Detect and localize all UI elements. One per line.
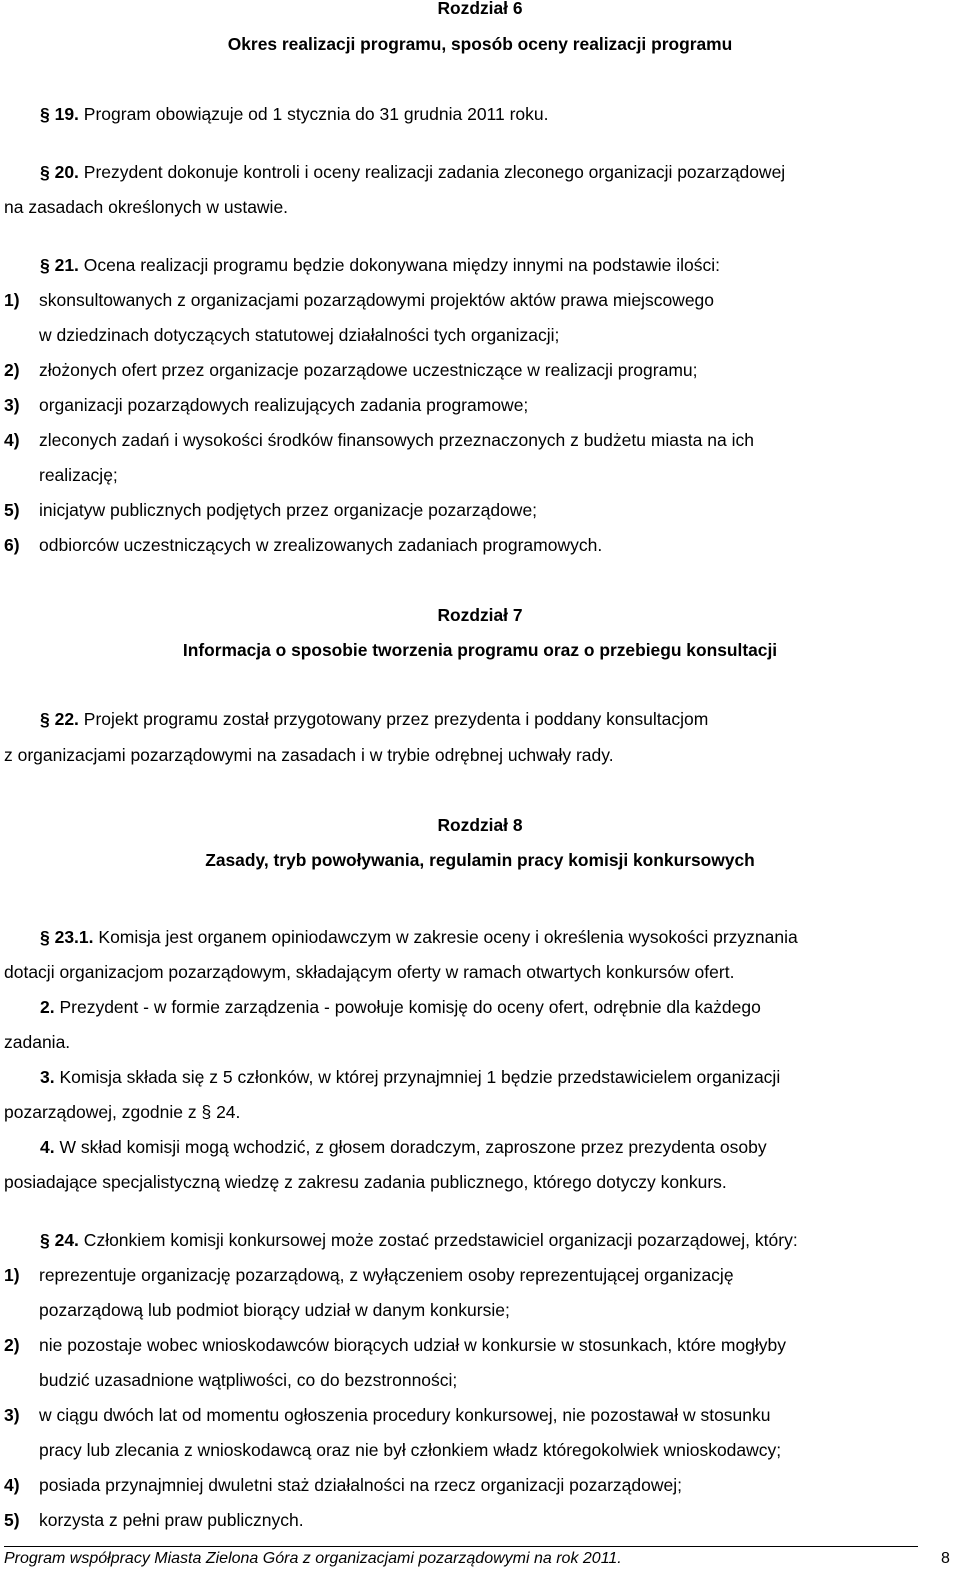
paragraph-23-2-line-1 [40,996,761,1018]
list-number: 3) [4,395,20,415]
footer-text: Program współpracy Miasta Zielona Góra z organizacjami pozarządowymi na rok 2011. [4,1550,622,1567]
list-item-line: posiada przynajmniej dwuletni staż działalności na rzecz organizacji pozarządowej; [39,1475,682,1495]
list-number: 1) [4,290,20,310]
paragraph-23-line-1 [40,926,798,948]
paragraph-23-4-line-2: posiadające specjalistyczną wiedzę z zakresu zadania publicznego, którego dotyczy konkurs. [4,1172,727,1192]
list-number: 2) [4,360,20,380]
list-item-line: złożonych ofert przez organizacje pozarządowe uczestniczące w realizacji programu; [39,360,698,380]
paragraph-text: Członkiem komisji konkursowej może zostać przedstawiciel organizacji pozarządowej, który: [78,1230,798,1250]
chapter-7-subtitle: Informacja o sposobie tworzenia programu oraz o przebiegu konsultacji [182,640,778,660]
paragraph-23-3-line-1 [40,1066,780,1088]
list-item-line: inicjatyw publicznych podjętych przez organizacje pozarządowe; [39,500,538,520]
section-number: § 24. [40,1230,79,1250]
list-item-line: budzić uzasadnione wątpliwości, co do bezstronności; [39,1370,458,1390]
list-item-line: reprezentuje organizację pozarządową, z wyłączeniem osoby reprezentującej organizację [39,1265,734,1285]
paragraph-text: Prezydent dokonuje kontroli i oceny realizacji zadania zleconego organizacji pozarządowej [78,162,786,182]
paragraph-text: Ocena realizacji programu będzie dokonywana między innymi na podstawie ilości: [78,255,720,275]
list-item-line: realizację; [39,465,118,485]
paragraph-23-2-line-2: zadania. [4,1032,71,1052]
list-number: 5) [4,1510,20,1530]
paragraph-20-line-1 [40,161,785,183]
paragraph-23-3-line-2: pozarządowej, zgodnie z § 24. [4,1102,241,1122]
paragraph-23-line-2: dotacji organizacjom pozarządowym, składającym oferty w ramach otwartych konkursów ofert. [4,962,735,982]
paragraph-19 [40,103,548,125]
paragraph-text: Prezydent - w formie zarządzenia - powołuje komisję do oceny ofert, odrębnie dla każdego [54,997,761,1017]
chapter-8-subtitle: Zasady, tryb powoływania, regulamin pracy komisji konkursowych [205,850,755,870]
paragraph-text: Komisja składa się z 5 członków, w której przynajmniej 1 będzie przedstawicielem organizacji [54,1067,781,1087]
list-number: 5) [4,500,20,520]
list-item-line: pracy lub zlecania z wnioskodawcą oraz nie był członkiem władz któregokolwiek wnioskodawcy; [39,1440,782,1460]
list-item-line: pozarządową lub podmiot biorący udział w danym konkursie; [39,1300,510,1320]
section-number: § 22. [40,709,79,729]
subsection-number: 2. [40,997,55,1017]
list-number: 4) [4,1475,20,1495]
chapter-6-subtitle: Okres realizacji programu, sposób oceny realizacji programu [227,34,733,54]
list-item-line: nie pozostaje wobec wnioskodawców biorących udział w konkursie w stosunkach, które mogłyby [39,1335,787,1355]
paragraph-20-line-2: na zasadach określonych w ustawie. [4,197,289,217]
list-item-line: skonsultowanych z organizacjami pozarządowymi projektów aktów prawa miejscowego [39,290,715,310]
paragraph-text: W skład komisji mogą wchodzić, z głosem doradczym, zaproszone przez prezydenta osoby [54,1137,767,1157]
list-number: 3) [4,1405,20,1425]
footer-divider [4,1546,918,1547]
chapter-6-title: Rozdział 6 [437,0,523,18]
list-item-line: w ciągu dwóch lat od momentu ogłoszenia procedury konkursowej, nie pozostawał w stosunku [39,1405,771,1425]
section-number: § 23.1. [40,927,94,947]
paragraph-text: Komisja jest organem opiniodawczym w zakresie oceny i określenia wysokości przyznania [93,927,798,947]
list-item-line: w dziedzinach dotyczących statutowej działalności tych organizacji; [39,325,560,345]
list-number: 1) [4,1265,20,1285]
list-item-line: organizacji pozarządowych realizujących zadania programowe; [39,395,529,415]
chapter-7-title: Rozdział 7 [437,605,523,625]
list-item-line: odbiorców uczestniczących w zrealizowanych zadaniach programowych. [39,535,603,555]
paragraph-22-line-2: z organizacjami pozarządowymi na zasadach i w trybie odrębnej uchwały rady. [4,745,614,765]
paragraph-text: Projekt programu został przygotowany przez prezydenta i poddany konsultacjom [78,709,709,729]
paragraph-24-intro [40,1229,798,1251]
page-number: 8 [941,1550,950,1567]
chapter-8-title: Rozdział 8 [437,815,523,835]
list-number: 2) [4,1335,20,1355]
subsection-number: 3. [40,1067,55,1087]
paragraph-23-4-line-1 [40,1136,767,1158]
paragraph-21-intro [40,254,720,276]
subsection-number: 4. [40,1137,55,1157]
list-item-line: zleconych zadań i wysokości środków finansowych przeznaczonych z budżetu miasta na ich [39,430,754,450]
section-number: § 20. [40,162,79,182]
list-number: 6) [4,535,20,555]
list-number: 4) [4,430,20,450]
paragraph-text: Program obowiązuje od 1 stycznia do 31 grudnia 2011 roku. [78,104,549,124]
paragraph-22-line-1 [40,708,708,730]
list-item-line: korzysta z pełni praw publicznych. [39,1510,304,1530]
section-number: § 21. [40,255,79,275]
section-number: § 19. [40,104,79,124]
